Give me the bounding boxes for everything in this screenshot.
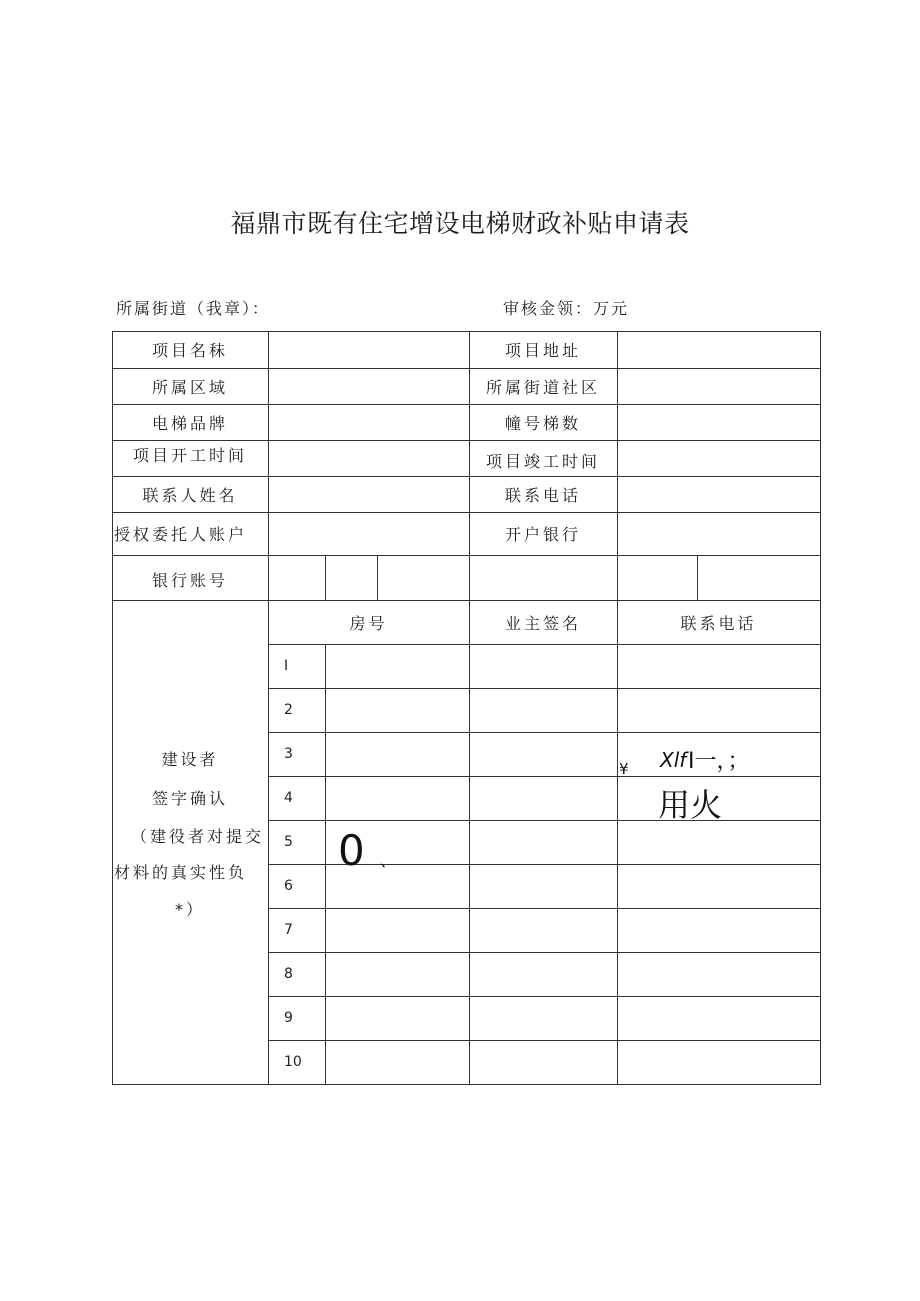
label-bank: 开户银行	[504, 525, 581, 544]
header-room: 房号	[349, 613, 388, 633]
side-line-2: 签字确认	[151, 789, 228, 808]
row-number: 4	[284, 790, 293, 806]
label-building-count: 幢号梯数	[504, 413, 581, 433]
mark-xif: Xlf	[660, 748, 687, 772]
mark-zero: 0	[338, 826, 365, 875]
row-number: 6	[284, 878, 293, 894]
side-line-4: 材料的真实性负	[114, 863, 248, 882]
side-line-3: （建役者对提交	[130, 827, 264, 846]
row-number: 10	[284, 1054, 302, 1070]
row-number: 9	[284, 1010, 293, 1026]
row-number: 2	[284, 702, 293, 718]
label-project-name: 项目名秣	[151, 341, 228, 360]
row-number: 3	[284, 746, 293, 762]
side-line-1: 建设者	[161, 750, 219, 769]
street-label: 所属街道（我章）：	[116, 299, 271, 318]
label-contact-name: 联系人姓名	[142, 485, 238, 505]
row-number: 5	[284, 834, 293, 850]
mark-yen: ¥	[619, 760, 629, 778]
label-completion-date: 项目竣工时间	[485, 451, 600, 471]
label-project-address: 项目地址	[504, 341, 581, 360]
label-authorized-account: 授权委托人账户	[114, 525, 248, 544]
label-community: 所属街道社区	[485, 377, 600, 397]
amount-label: 审核金领：万元	[503, 299, 630, 318]
row-number: 7	[284, 922, 293, 938]
row-number: 8	[284, 966, 293, 982]
mark-bar: I一，；	[688, 749, 750, 774]
mark-yonghuo: 用火	[658, 786, 723, 824]
header-owner-sign: 业主签名	[504, 613, 581, 633]
label-contact-phone: 联系电话	[504, 485, 581, 505]
label-elevator-brand: 电梯品牌	[151, 413, 228, 433]
side-line-5: *）	[174, 900, 205, 919]
mark-comma: 、	[380, 851, 397, 870]
row-number: I	[284, 658, 289, 674]
page-title: 福鼎市既有住宅增设电梯财政补贴申请表	[230, 209, 690, 238]
header-phone: 联系电话	[680, 613, 757, 633]
label-bank-account: 银行账号	[151, 571, 228, 590]
label-region: 所属区域	[151, 377, 228, 397]
label-start-date: 项目开工时间	[132, 445, 247, 465]
